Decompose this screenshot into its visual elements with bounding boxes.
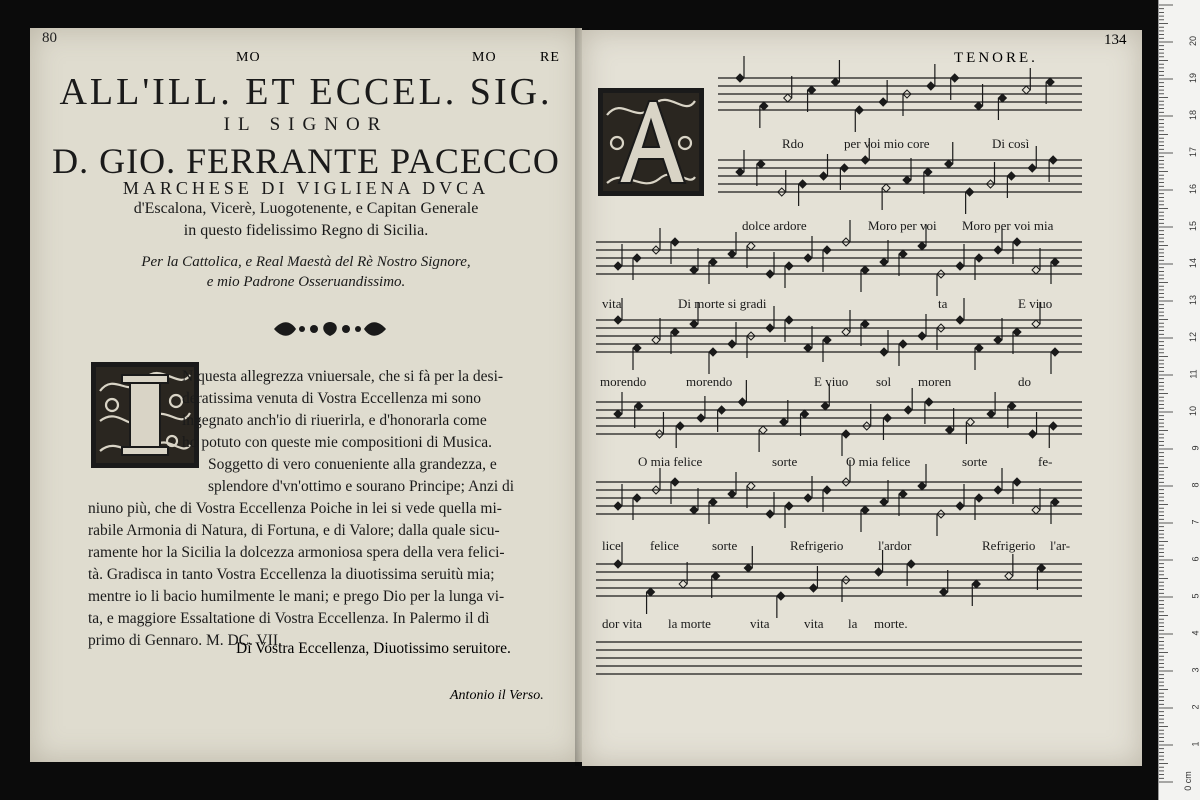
note-head xyxy=(633,254,641,262)
note-head xyxy=(975,494,983,502)
note-head xyxy=(994,336,1002,344)
fleuron-ornament xyxy=(270,318,390,340)
author-signature: Antonio il Verso. xyxy=(450,688,544,703)
lyric-syllable: morendo xyxy=(600,374,647,389)
note-head xyxy=(718,406,726,414)
note-head xyxy=(855,106,863,114)
body-text-line: Soggetto di vero conueniente alla grandezza, e xyxy=(208,456,497,473)
note-head xyxy=(879,98,887,106)
note-head xyxy=(785,262,793,270)
marginal-note: MO xyxy=(236,50,261,65)
note-head xyxy=(747,242,755,250)
note-head xyxy=(994,486,1002,494)
body-text-line: tà. Gradisca in tanto Vostra Eccellenza la diuotissima seruitù mia; xyxy=(88,566,495,583)
note-head xyxy=(861,156,869,164)
lyric-syllable: E viuo xyxy=(814,374,849,389)
ruler-label: 12 xyxy=(1187,331,1198,343)
measuring-ruler xyxy=(1158,0,1200,800)
lyric-syllable: E viuo xyxy=(1018,296,1053,311)
note-head xyxy=(924,168,932,176)
note-head xyxy=(1013,478,1021,486)
note-head xyxy=(804,344,812,352)
note-head xyxy=(1028,164,1036,172)
note-head xyxy=(907,560,915,568)
signor-heading: IL SIGNOR xyxy=(223,114,389,135)
note-head xyxy=(1051,348,1059,356)
note-head xyxy=(882,184,890,192)
note-head xyxy=(728,340,736,348)
dedicatee-offices: d'Escalona, Vicerè, Luogotenente, e Capitan Generale xyxy=(133,200,479,217)
lyric-syllable: sorte xyxy=(962,454,988,469)
note-head xyxy=(1037,564,1045,572)
ruler-label: 3 xyxy=(1190,667,1200,673)
body-text-line: splendore d'vn'ottimo e sourano Principe; Anzi di xyxy=(208,478,515,495)
note-head xyxy=(940,588,948,596)
note-head xyxy=(1051,258,1059,266)
note-head xyxy=(880,258,888,266)
note-head xyxy=(671,328,679,336)
note-head xyxy=(951,74,959,82)
lyric-syllable: Refrigerio xyxy=(982,538,1036,553)
note-head xyxy=(738,398,746,406)
ruler-label: 18 xyxy=(1187,109,1198,121)
ruler-label: 16 xyxy=(1187,183,1198,195)
note-head xyxy=(966,188,974,196)
note-head xyxy=(736,74,744,82)
ruler-label: 20 xyxy=(1187,35,1198,47)
lyric-syllable: ta xyxy=(938,296,948,311)
note-head xyxy=(1032,506,1040,514)
note-head xyxy=(1029,430,1037,438)
lyric-syllable: Refrigerio xyxy=(790,538,844,553)
note-head xyxy=(840,164,848,172)
note-head xyxy=(633,494,641,502)
note-head xyxy=(987,410,995,418)
note-head xyxy=(899,250,907,258)
note-head xyxy=(766,510,774,518)
lyric-syllable: morte. xyxy=(874,616,908,631)
body-text-line: ramente hor la Sicilia la dolcezza armoniosa spera della vera felici- xyxy=(88,544,505,561)
lyric-syllable: l'ar- xyxy=(1050,538,1071,553)
note-head xyxy=(635,402,643,410)
note-head xyxy=(880,498,888,506)
lyric-syllable: do xyxy=(1018,374,1031,389)
note-head xyxy=(785,502,793,510)
lyric-syllable: vita xyxy=(602,296,622,311)
note-head xyxy=(766,270,774,278)
lyric-syllable: l'ardor xyxy=(878,538,912,553)
note-head xyxy=(804,254,812,262)
note-head xyxy=(1007,172,1015,180)
body-text-line: mentre io li bacio humilmente le mani; e prego Dio per la lunga vi- xyxy=(88,588,505,605)
lyric-syllable: moren xyxy=(918,374,952,389)
ruler-label: 4 xyxy=(1190,630,1200,636)
dedicatee-title: MARCHESE DI VIGLIENA DVCA xyxy=(122,178,490,198)
note-head xyxy=(918,332,926,340)
note-head xyxy=(728,250,736,258)
lyric-syllable: sol xyxy=(876,374,892,389)
note-head xyxy=(676,422,684,430)
note-head xyxy=(918,242,926,250)
note-head xyxy=(709,258,717,266)
note-head xyxy=(712,572,720,580)
note-head xyxy=(690,506,698,514)
note-head xyxy=(956,502,964,510)
note-head xyxy=(1032,266,1040,274)
body-text-line: ingegnato anch'io di riuerirla, e d'honorarla come xyxy=(182,412,487,429)
ruler-label: 9 xyxy=(1190,445,1200,451)
note-head xyxy=(747,482,755,490)
note-head xyxy=(927,82,935,90)
note-head xyxy=(903,176,911,184)
dedication-heading: ALL'ILL. ET ECCEL. SIG. xyxy=(59,71,553,113)
lyric-syllable: Rdo xyxy=(782,136,804,151)
note-head xyxy=(946,426,954,434)
lyric-syllable: dor vita xyxy=(602,616,643,631)
body-text-line: primo di Gennaro. M. DC. VII. xyxy=(88,632,282,649)
note-head xyxy=(975,344,983,352)
note-head xyxy=(652,336,660,344)
lyric-syllable: Moro per voi mia xyxy=(962,218,1054,233)
note-head xyxy=(1032,320,1040,328)
body-text-line: ho potuto con queste mie compositioni di Musica. xyxy=(182,434,492,451)
note-head xyxy=(975,254,983,262)
note-head xyxy=(614,262,622,270)
note-head xyxy=(821,402,829,410)
note-head xyxy=(697,414,705,422)
lyric-syllable: dolce ardore xyxy=(742,218,807,233)
note-head xyxy=(823,486,831,494)
note-head xyxy=(883,414,891,422)
note-head xyxy=(975,102,983,110)
note-head xyxy=(1005,572,1013,580)
note-head xyxy=(1051,498,1059,506)
ruler-label: 2 xyxy=(1190,704,1200,710)
body-text-line: deratissima venuta di Vostra Eccellenza mi sono xyxy=(182,390,482,407)
note-head xyxy=(1008,402,1016,410)
note-head xyxy=(831,78,839,86)
note-head xyxy=(785,316,793,324)
dedicatee-realm: in questo fidelissimo Regno di Sicilia. xyxy=(183,222,429,239)
note-head xyxy=(757,160,765,168)
note-head xyxy=(918,482,926,490)
note-head xyxy=(1013,328,1021,336)
note-head xyxy=(784,94,792,102)
lyric-syllable: Moro per voi xyxy=(868,218,937,233)
note-head xyxy=(899,490,907,498)
note-head xyxy=(736,168,744,176)
lyric-syllable: vita xyxy=(750,616,770,631)
lyric-syllable: fe- xyxy=(1038,454,1053,469)
left-page xyxy=(30,28,582,762)
lyric-syllable: O mia felice xyxy=(638,454,703,469)
note-head xyxy=(744,564,752,572)
note-head xyxy=(842,430,850,438)
note-head xyxy=(1049,422,1057,430)
body-text-line: ta, e maggiore Essaltatione di Vostra Eccellenza. In Palermo il dì xyxy=(88,610,490,627)
note-head xyxy=(799,180,807,188)
note-head xyxy=(614,410,622,418)
royal-line: Per la Cattolica, e Real Maestà del Rè Nostro Signore, xyxy=(141,254,471,270)
note-head xyxy=(904,406,912,414)
note-head xyxy=(709,498,717,506)
music-staff xyxy=(718,56,1082,132)
note-head xyxy=(861,320,869,328)
body-text-line: rabile Armonia di Natura, di Fortuna, e di Valore; dalla quale sicu- xyxy=(88,522,500,539)
lyric-syllable: vita xyxy=(804,616,824,631)
note-head xyxy=(614,316,622,324)
note-head xyxy=(1013,238,1021,246)
note-head xyxy=(1022,86,1030,94)
note-head xyxy=(804,494,812,502)
note-head xyxy=(823,336,831,344)
note-head xyxy=(1049,156,1057,164)
note-head xyxy=(861,266,869,274)
note-head xyxy=(820,172,828,180)
ruler-label: 14 xyxy=(1187,257,1198,269)
note-head xyxy=(956,262,964,270)
note-head xyxy=(1046,78,1054,86)
music-staff xyxy=(596,642,1082,674)
note-head xyxy=(766,324,774,332)
lyric-syllable: felice xyxy=(650,538,679,553)
note-head xyxy=(875,568,883,576)
voice-part-header: TENORE. xyxy=(954,50,1038,66)
lyric-syllable: sorte xyxy=(712,538,738,553)
note-head xyxy=(671,238,679,246)
note-head xyxy=(671,478,679,486)
note-head xyxy=(614,502,622,510)
note-head xyxy=(760,102,768,110)
ruler-label: 15 xyxy=(1187,220,1198,232)
body-text-line: N questa allegrezza vniuersale, che si fà per la desi- xyxy=(182,368,504,385)
decorated-initial-icon xyxy=(597,87,705,197)
marginal-note: RE xyxy=(540,50,560,65)
music-staff xyxy=(596,460,1082,536)
note-head xyxy=(679,580,687,588)
ruler-label: 5 xyxy=(1190,593,1200,599)
dedicatee-name: D. GIO. FERRANTE PACECCO xyxy=(52,141,560,181)
note-head xyxy=(945,160,953,168)
note-head xyxy=(998,94,1006,102)
note-head xyxy=(994,246,1002,254)
marginal-note: MO xyxy=(472,50,497,65)
note-head xyxy=(647,588,655,596)
patron-line: e mio Padrone Osseruandissimo. xyxy=(206,274,406,290)
note-head xyxy=(809,584,817,592)
note-head xyxy=(972,580,980,588)
body-text-line: niuno più, che di Vostra Eccellenza Poiche in lei si vede quella mi- xyxy=(88,500,502,517)
ruler-label: 8 xyxy=(1190,482,1200,488)
lyric-syllable: la xyxy=(848,616,858,631)
note-head xyxy=(690,266,698,274)
note-head xyxy=(759,426,767,434)
ruler-label: 11 xyxy=(1188,369,1199,379)
note-head xyxy=(690,320,698,328)
closing-formula: Di Vostra Eccellenza, Diuotissimo seruitore. xyxy=(236,640,511,657)
lyric-syllable: morendo xyxy=(686,374,733,389)
folio-number: 80 xyxy=(42,30,57,46)
music-staff xyxy=(596,298,1082,374)
ruler-label: 19 xyxy=(1187,72,1198,84)
note-head xyxy=(966,418,974,426)
note-head xyxy=(614,560,622,568)
lyric-syllable: Di morte si gradi xyxy=(678,296,767,311)
note-head xyxy=(880,348,888,356)
note-head xyxy=(899,340,907,348)
note-head xyxy=(728,490,736,498)
note-head xyxy=(633,344,641,352)
ruler-label: 17 xyxy=(1187,146,1198,158)
note-head xyxy=(842,328,850,336)
ruler-label: 10 xyxy=(1187,405,1198,417)
lyric-syllable: sorte xyxy=(772,454,798,469)
note-head xyxy=(709,348,717,356)
lyric-syllable: Di così xyxy=(992,136,1030,151)
ruler-label: 13 xyxy=(1187,294,1198,306)
music-staff xyxy=(596,380,1082,456)
lyric-syllable: per voi mio core xyxy=(844,136,930,151)
lyric-syllable: lice xyxy=(602,538,621,553)
note-head xyxy=(777,592,785,600)
lyric-syllable: O mia felice xyxy=(846,454,911,469)
lyric-syllable: la morte xyxy=(668,616,711,631)
note-head xyxy=(808,86,816,94)
ruler-label: 7 xyxy=(1190,519,1200,525)
note-head xyxy=(823,246,831,254)
note-head xyxy=(956,316,964,324)
folio-number: 134 xyxy=(1104,32,1127,48)
ruler-label: 1 xyxy=(1190,741,1200,747)
note-head xyxy=(925,398,933,406)
ruler-label: 0 cm xyxy=(1183,771,1194,791)
note-head xyxy=(801,410,809,418)
ruler-label: 6 xyxy=(1190,556,1200,562)
note-head xyxy=(780,418,788,426)
right-page xyxy=(582,30,1142,766)
note-head xyxy=(861,506,869,514)
